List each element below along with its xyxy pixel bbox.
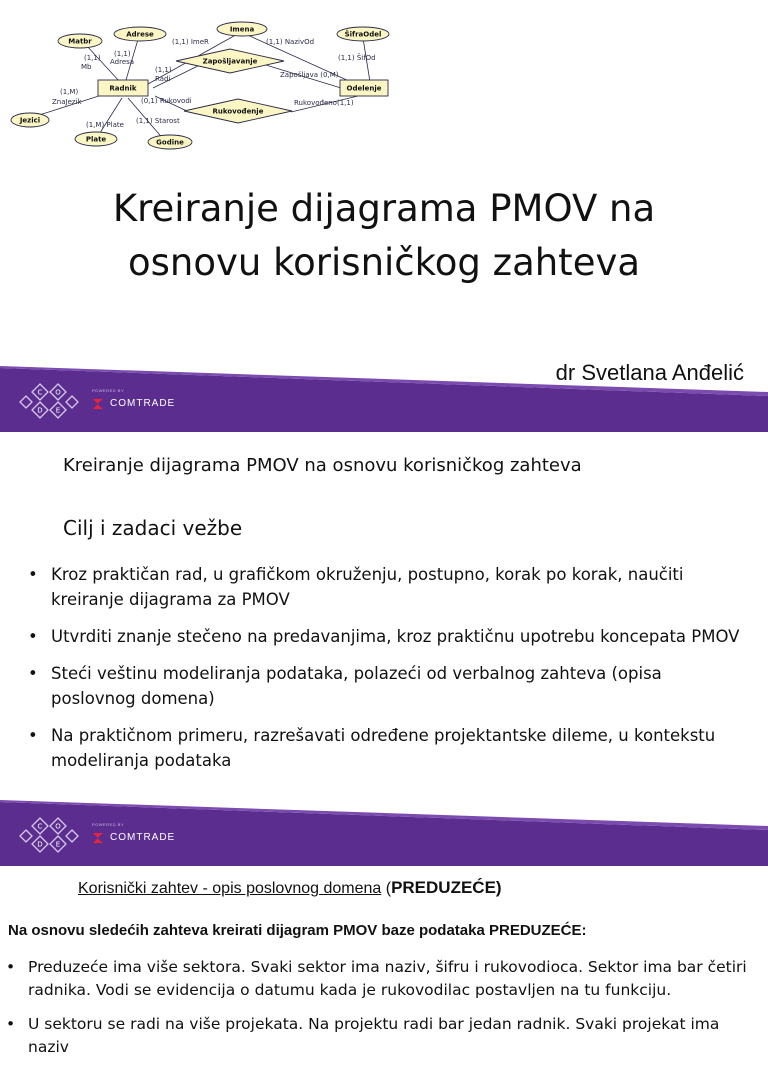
brand-band bbox=[0, 366, 768, 432]
list-item: • Na praktičnom primeru, razrešavati određene projektantske dileme, u kontekstu modeliranja podataka bbox=[26, 723, 746, 773]
heading-underlined: Korisnički zahtev - opis poslovnog domena bbox=[78, 880, 382, 897]
list-item: • Utvrditi znanje stečeno na predavanjima, kroz praktičnu upotrebu koncepata PMOV bbox=[26, 624, 746, 649]
attribute-label: Plate bbox=[85, 135, 107, 144]
attribute-label: Matbr bbox=[68, 37, 92, 46]
er-diagram bbox=[8, 14, 400, 154]
comtrade-logo-icon bbox=[91, 397, 107, 411]
slide-subheading: Cilj i zadaci vežbe bbox=[63, 516, 243, 540]
attribute-label: Godine bbox=[156, 138, 184, 147]
logo-letter: E bbox=[55, 406, 61, 415]
intro-text: Na osnovu sledećih zahteva kreirati dijagram PMOV baze podataka PREDUZEĆE: bbox=[8, 922, 587, 939]
edge-label: Radi bbox=[155, 75, 171, 83]
attribute-label: Adrese bbox=[126, 30, 154, 39]
author-name: dr Svetlana Anđelić bbox=[555, 360, 744, 385]
logo-letter: E bbox=[55, 840, 61, 849]
list-item: • Steći veštinu modeliranja podataka, polazeći od verbalnog zahteva (opisa poslovnog domena) bbox=[26, 661, 746, 711]
sponsor-name: COMTRADE bbox=[110, 398, 176, 409]
powered-by-text: POWERED BY bbox=[92, 388, 125, 393]
comtrade-logo-icon bbox=[91, 831, 107, 845]
code-logo-icon bbox=[18, 814, 98, 856]
entity-label: Odelenje bbox=[346, 84, 382, 93]
entity-label: Radnik bbox=[109, 84, 137, 93]
heading-paren: ( bbox=[381, 880, 392, 897]
edge-label: ZnaJezik bbox=[52, 98, 82, 106]
code-logo-icon bbox=[18, 380, 98, 422]
edge-label: Rukovođeno(1,1) bbox=[294, 99, 354, 107]
edge-label: Zapošljava (0,M) bbox=[280, 71, 339, 79]
edge-label: (1,1) Starost bbox=[136, 117, 180, 125]
logo-letter: C bbox=[37, 388, 43, 397]
edge-label: (1,1) bbox=[155, 66, 172, 74]
logo-letter: D bbox=[37, 840, 43, 849]
edge-label: (1,1) ŠifOd bbox=[338, 54, 376, 62]
brand-band bbox=[0, 800, 768, 866]
logo-letter: O bbox=[55, 822, 61, 831]
relationship-label: Rukovođenje bbox=[212, 107, 264, 116]
requirements-slide bbox=[0, 866, 768, 1056]
slide-heading bbox=[78, 878, 502, 898]
edge-label: Mb bbox=[81, 63, 92, 71]
attribute-label: Jezici bbox=[19, 116, 41, 125]
powered-by-text: POWERED BY bbox=[92, 822, 125, 827]
slide-heading: Kreiranje dijagrama PMOV na osnovu korisničkog zahteva bbox=[63, 455, 582, 476]
edge-label: (1,M) Plate bbox=[86, 121, 124, 129]
edge-label: (1,M) bbox=[60, 88, 79, 96]
edge-label: (1,1) NazivOd bbox=[266, 38, 315, 46]
title-line: Kreiranje dijagrama PMOV na bbox=[112, 187, 656, 230]
presentation-title bbox=[40, 182, 728, 290]
relationship-label: Zapošljavanje bbox=[202, 57, 258, 66]
logo-letter: D bbox=[37, 406, 43, 415]
edge-label: (0,1) Rukovodi bbox=[141, 97, 192, 105]
list-item: • Kroz praktičan rad, u grafičkom okruženju, postupno, korak po korak, naučiti kreiranje dijagrama za PMOV bbox=[26, 562, 746, 612]
list-item: • Preduzeće ima više sektora. Svaki sektor ima naziv, šifru i rukovodioca. Sektor ima bar četiri radnika. Vodi se evidencija o datumu kada je rukovodilac postavljen na tu funkciju. bbox=[4, 956, 764, 1002]
logo-letter: O bbox=[55, 388, 61, 397]
title-line: osnovu korisničkog zahteva bbox=[127, 241, 641, 284]
requirements-list bbox=[4, 956, 764, 1070]
edge-label: Adresa bbox=[110, 58, 135, 66]
goals-list bbox=[26, 562, 746, 785]
logo-letter: C bbox=[37, 822, 43, 831]
attribute-label: Imena bbox=[229, 25, 255, 34]
sponsor-name: COMTRADE bbox=[110, 832, 176, 843]
edge-label: (1,1) ImeR bbox=[172, 38, 209, 46]
list-item: • U sektoru se radi na više projekata. Na projektu radi bar jedan radnik. Svaki projekat ima naziv bbox=[4, 1013, 764, 1059]
edge-label: (1,1) bbox=[84, 54, 101, 62]
attribute-label: ŠifraOdel bbox=[344, 30, 382, 39]
edge-label: (1,1) bbox=[114, 50, 131, 58]
heading-bold: PREDUZEĆE) bbox=[391, 878, 502, 897]
goals-slide bbox=[0, 432, 768, 802]
